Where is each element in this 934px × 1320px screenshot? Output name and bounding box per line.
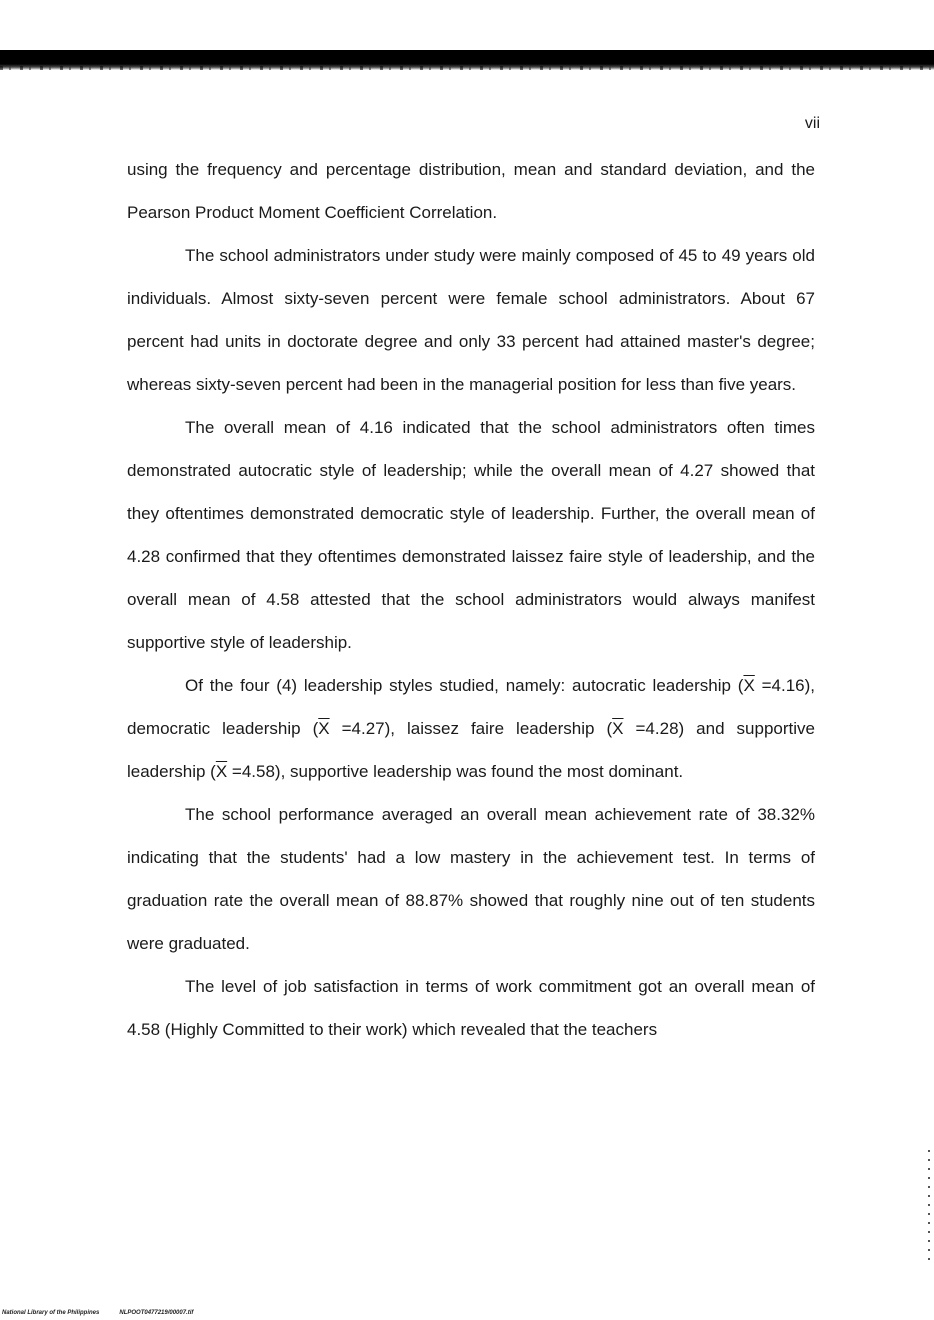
- document-body: [127, 148, 815, 1051]
- styles-text-5: =4.58), supportive leadership was found the most dominant.: [227, 762, 684, 781]
- footer-library: National Library of the Philippines: [2, 1310, 100, 1316]
- footer-stamp: [2, 1310, 193, 1316]
- page-number: vii: [804, 115, 820, 132]
- styles-text-3: =4.27), laissez faire leadership (: [329, 719, 613, 738]
- mean-symbol: $\overline{X}$: [215, 762, 228, 781]
- scan-edge-marks: [928, 1150, 930, 1260]
- paragraph-school-performance: The school performance averaged an overall mean achievement rate of 38.32% indicating that the students' had a low mastery in the achievement test. In terms of graduation rate the overall mean of 88.87% showed that roughly nine out of ten students were graduated.: [127, 805, 815, 953]
- styles-text-1: Of the four (4) leadership styles studied, namely: autocratic leadership (: [185, 676, 744, 695]
- scan-noise: [0, 66, 934, 70]
- mean-symbol: $\overline{X}$: [318, 719, 330, 738]
- styles-text-4: =4.28) and supportive leadership (: [127, 719, 815, 781]
- paragraph-demographics: The school administrators under study were mainly composed of 45 to 49 years old individuals. Almost sixty-seven percent were female school administrators. About 67 percent had units in doctorate degree and only 33 percent had attained master's degree; whereas sixty-seven percent had been in the managerial position for less than five years.: [127, 246, 815, 394]
- footer-code: NLPOOT0477219/00007.tif: [119, 1310, 194, 1316]
- mean-symbol: $\overline{X}$: [612, 719, 624, 738]
- paragraph-leadership-styles: [127, 664, 815, 793]
- mean-symbol: $\overline{X}$: [743, 676, 755, 695]
- styles-text-2: =4.16), democratic leadership (: [127, 676, 815, 738]
- paragraph-methods: using the frequency and percentage distribution, mean and standard deviation, and the Pearson Product Moment Coefficient Correlation.: [127, 160, 815, 222]
- paragraph-job-satisfaction: The level of job satisfaction in terms of work commitment got an overall mean of 4.58 (Highly Committed to their work) which revealed that the teachers: [127, 977, 815, 1039]
- paragraph-leadership-means: The overall mean of 4.16 indicated that the school administrators often times demonstrated autocratic style of leadership; while the overall mean of 4.27 showed that they oftentimes demonstrated democratic style of leadership. Further, the overall mean of 4.28 confirmed that they oftentimes demonstrated laissez faire style of leadership, and the overall mean of 4.58 attested that the school administrators would always manifest supportive style of leadership.: [127, 418, 815, 652]
